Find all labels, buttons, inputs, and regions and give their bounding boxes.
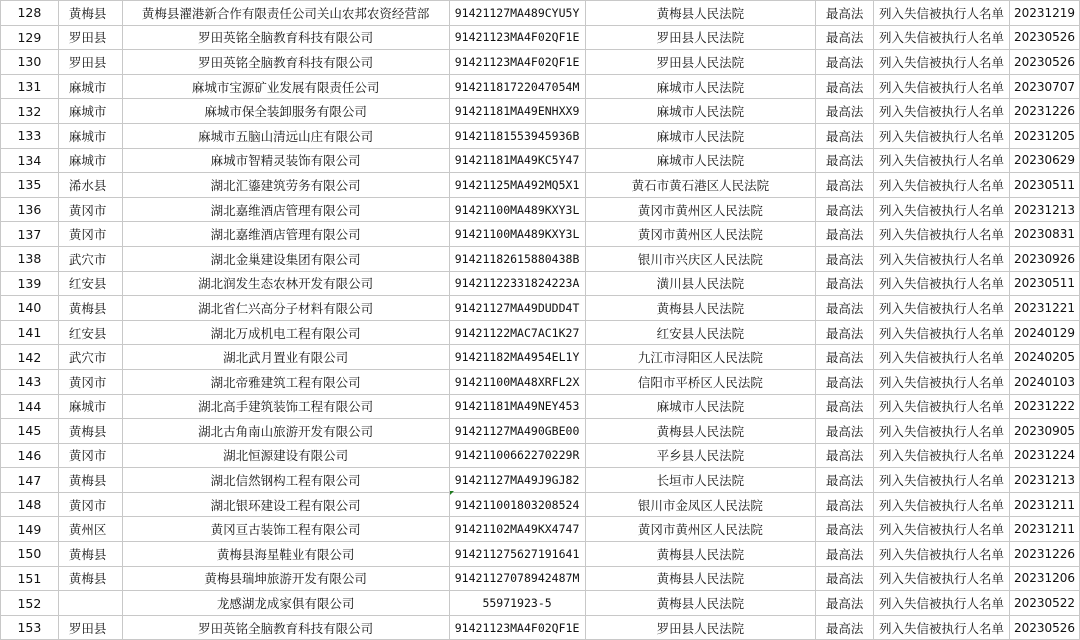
- row-number: 137: [1, 222, 59, 247]
- credit-code-cell: 91421182MA4954EL1Y: [449, 345, 585, 370]
- credit-code-cell: 91421127MA490GBE00: [449, 419, 585, 444]
- date-cell: 20231224: [1009, 443, 1079, 468]
- table-row: [1, 443, 1080, 468]
- table-row: [1, 271, 1080, 296]
- row-number: 152: [1, 591, 59, 616]
- status-cell: 列入失信被执行人名单: [874, 99, 1010, 124]
- county-cell: 罗田县: [58, 25, 122, 50]
- source-cell: 最高法: [816, 74, 874, 99]
- row-number: 149: [1, 517, 59, 542]
- source-cell: 最高法: [816, 591, 874, 616]
- company-name-cell: 黄冈亘古装饰工程有限公司: [122, 517, 449, 542]
- credit-code-cell: 91421123MA4F02QF1E: [449, 615, 585, 640]
- source-cell: 最高法: [816, 320, 874, 345]
- date-cell: 20230522: [1009, 591, 1079, 616]
- court-cell: 潢川县人民法院: [585, 271, 816, 296]
- county-cell: 黄冈市: [58, 197, 122, 222]
- row-number: 135: [1, 173, 59, 198]
- table-row: [1, 320, 1080, 345]
- court-cell: 九江市浔阳区人民法院: [585, 345, 816, 370]
- company-name-cell: 罗田英铭全脑教育科技有限公司: [122, 615, 449, 640]
- court-cell: 黄梅县人民法院: [585, 419, 816, 444]
- county-cell: 罗田县: [58, 50, 122, 75]
- court-cell: 黄梅县人民法院: [585, 542, 816, 567]
- county-cell: 武穴市: [58, 345, 122, 370]
- company-name-cell: 湖北恒源建设有限公司: [122, 443, 449, 468]
- company-name-cell: 湖北帝雅建筑工程有限公司: [122, 369, 449, 394]
- source-cell: 最高法: [816, 394, 874, 419]
- company-name-cell: 麻城市五脑山清远山庄有限公司: [122, 123, 449, 148]
- credit-code-cell: 91421100MA48XRFL2X: [449, 369, 585, 394]
- company-name-cell: 麻城市宝源矿业发展有限责任公司: [122, 74, 449, 99]
- company-name-cell: 湖北高手建筑装饰工程有限公司: [122, 394, 449, 419]
- source-cell: 最高法: [816, 222, 874, 247]
- source-cell: 最高法: [816, 123, 874, 148]
- credit-code-cell: 91421127078942487M: [449, 566, 585, 591]
- row-number: 141: [1, 320, 59, 345]
- court-cell: 黄冈市黄州区人民法院: [585, 222, 816, 247]
- table-row: [1, 394, 1080, 419]
- credit-code-cell: 91421100MA489KXY3L: [449, 197, 585, 222]
- row-number: 139: [1, 271, 59, 296]
- table-row: [1, 591, 1080, 616]
- county-cell: 浠水县: [58, 173, 122, 198]
- date-cell: 20231226: [1009, 542, 1079, 567]
- credit-code-cell: 91421122MAC7AC1K27: [449, 320, 585, 345]
- county-cell: 黄梅县: [58, 419, 122, 444]
- company-name-cell: 麻城市智精灵装饰有限公司: [122, 148, 449, 173]
- status-cell: 列入失信被执行人名单: [874, 517, 1010, 542]
- source-cell: 最高法: [816, 296, 874, 321]
- status-cell: 列入失信被执行人名单: [874, 394, 1010, 419]
- company-name-cell: 罗田英铭全脑教育科技有限公司: [122, 50, 449, 75]
- company-name-cell: 罗田英铭全脑教育科技有限公司: [122, 25, 449, 50]
- table-row: [1, 419, 1080, 444]
- status-cell: 列入失信被执行人名单: [874, 566, 1010, 591]
- court-cell: 麻城市人民法院: [585, 394, 816, 419]
- date-cell: 20231211: [1009, 492, 1079, 517]
- table-row: [1, 173, 1080, 198]
- county-cell: 黄梅县: [58, 566, 122, 591]
- source-cell: 最高法: [816, 50, 874, 75]
- credit-code-cell: 91421182615880438B: [449, 246, 585, 271]
- credit-code-cell: 91421122331824223A: [449, 271, 585, 296]
- source-cell: 最高法: [816, 566, 874, 591]
- status-cell: 列入失信被执行人名单: [874, 615, 1010, 640]
- status-cell: 列入失信被执行人名单: [874, 74, 1010, 99]
- court-cell: 黄梅县人民法院: [585, 296, 816, 321]
- cell-comment-marker: [450, 491, 454, 495]
- county-cell: 黄梅县: [58, 542, 122, 567]
- company-name-cell: 黄梅县海星鞋业有限公司: [122, 542, 449, 567]
- credit-code-cell: 91421102MA49KX4747: [449, 517, 585, 542]
- table-row: [1, 50, 1080, 75]
- table-row: [1, 566, 1080, 591]
- status-cell: 列入失信被执行人名单: [874, 320, 1010, 345]
- row-number: 138: [1, 246, 59, 271]
- court-cell: 银川市兴庆区人民法院: [585, 246, 816, 271]
- county-cell: 红安县: [58, 271, 122, 296]
- court-cell: 麻城市人民法院: [585, 99, 816, 124]
- source-cell: 最高法: [816, 173, 874, 198]
- county-cell: 黄梅县: [58, 1, 122, 26]
- credit-code-cell: 91421181722047054M: [449, 74, 585, 99]
- company-name-cell: 湖北嘉维酒店管理有限公司: [122, 222, 449, 247]
- date-cell: 20230831: [1009, 222, 1079, 247]
- source-cell: 最高法: [816, 615, 874, 640]
- date-cell: 20230707: [1009, 74, 1079, 99]
- date-cell: 20230511: [1009, 173, 1079, 198]
- status-cell: 列入失信被执行人名单: [874, 173, 1010, 198]
- company-name-cell: 湖北金巢建设集团有限公司: [122, 246, 449, 271]
- company-name-cell: 湖北信然钢构工程有限公司: [122, 468, 449, 493]
- status-cell: 列入失信被执行人名单: [874, 591, 1010, 616]
- date-cell: 20230526: [1009, 50, 1079, 75]
- company-name-cell: 麻城市保全装卸服务有限公司: [122, 99, 449, 124]
- source-cell: 最高法: [816, 345, 874, 370]
- court-cell: 麻城市人民法院: [585, 74, 816, 99]
- date-cell: 20230905: [1009, 419, 1079, 444]
- date-cell: 20231213: [1009, 197, 1079, 222]
- credit-code-cell: 914211275627191641: [449, 542, 585, 567]
- source-cell: 最高法: [816, 25, 874, 50]
- county-cell: 麻城市: [58, 99, 122, 124]
- status-cell: 列入失信被执行人名单: [874, 25, 1010, 50]
- county-cell: [58, 591, 122, 616]
- table-row: [1, 74, 1080, 99]
- county-cell: 黄冈市: [58, 492, 122, 517]
- source-cell: 最高法: [816, 443, 874, 468]
- status-cell: 列入失信被执行人名单: [874, 148, 1010, 173]
- row-number: 144: [1, 394, 59, 419]
- court-cell: 麻城市人民法院: [585, 148, 816, 173]
- source-cell: 最高法: [816, 369, 874, 394]
- row-number: 142: [1, 345, 59, 370]
- credit-code-cell: 91421181553945936B: [449, 123, 585, 148]
- county-cell: 黄冈市: [58, 443, 122, 468]
- court-cell: 罗田县人民法院: [585, 615, 816, 640]
- date-cell: 20230511: [1009, 271, 1079, 296]
- row-number: 140: [1, 296, 59, 321]
- date-cell: 20240103: [1009, 369, 1079, 394]
- date-cell: 20231219: [1009, 1, 1079, 26]
- county-cell: 黄冈市: [58, 369, 122, 394]
- court-cell: 黄石市黄石港区人民法院: [585, 173, 816, 198]
- court-cell: 黄梅县人民法院: [585, 1, 816, 26]
- credit-code-cell: 91421125MA492MQ5X1: [449, 173, 585, 198]
- table-row: [1, 99, 1080, 124]
- status-cell: 列入失信被执行人名单: [874, 123, 1010, 148]
- credit-code-cell: 91421100MA489KXY3L: [449, 222, 585, 247]
- status-cell: 列入失信被执行人名单: [874, 369, 1010, 394]
- court-cell: 平乡县人民法院: [585, 443, 816, 468]
- court-cell: 麻城市人民法院: [585, 123, 816, 148]
- company-name-cell: 湖北古角南山旅游开发有限公司: [122, 419, 449, 444]
- row-number: 134: [1, 148, 59, 173]
- date-cell: 20231226: [1009, 99, 1079, 124]
- company-name-cell: 湖北银环建设工程有限公司: [122, 492, 449, 517]
- status-cell: 列入失信被执行人名单: [874, 443, 1010, 468]
- status-cell: 列入失信被执行人名单: [874, 271, 1010, 296]
- court-cell: 罗田县人民法院: [585, 25, 816, 50]
- table-row: [1, 468, 1080, 493]
- company-name-cell: 龙感湖龙成家俱有限公司: [122, 591, 449, 616]
- source-cell: 最高法: [816, 517, 874, 542]
- county-cell: 黄冈市: [58, 222, 122, 247]
- table-row: [1, 542, 1080, 567]
- row-number: 130: [1, 50, 59, 75]
- table-row: [1, 296, 1080, 321]
- credit-code-cell: 55971923-5: [449, 591, 585, 616]
- county-cell: 黄梅县: [58, 296, 122, 321]
- source-cell: 最高法: [816, 1, 874, 26]
- table-row: [1, 615, 1080, 640]
- source-cell: 最高法: [816, 419, 874, 444]
- status-cell: 列入失信被执行人名单: [874, 246, 1010, 271]
- date-cell: 20230526: [1009, 615, 1079, 640]
- table-row: [1, 25, 1080, 50]
- source-cell: 最高法: [816, 492, 874, 517]
- status-cell: 列入失信被执行人名单: [874, 222, 1010, 247]
- record-table-body: [1, 1, 1080, 640]
- credit-code-cell: 914211001803208524: [449, 492, 585, 517]
- credit-code-cell: 91421123MA4F02QF1E: [449, 50, 585, 75]
- credit-code-cell: 91421123MA4F02QF1E: [449, 25, 585, 50]
- row-number: 133: [1, 123, 59, 148]
- table-row: [1, 123, 1080, 148]
- source-cell: 最高法: [816, 197, 874, 222]
- county-cell: 麻城市: [58, 74, 122, 99]
- date-cell: 20231213: [1009, 468, 1079, 493]
- court-cell: 红安县人民法院: [585, 320, 816, 345]
- company-name-cell: 湖北润发生态农林开发有限公司: [122, 271, 449, 296]
- row-number: 132: [1, 99, 59, 124]
- credit-code-cell: 91421181MA49ENHXX9: [449, 99, 585, 124]
- status-cell: 列入失信被执行人名单: [874, 50, 1010, 75]
- court-cell: 黄冈市黄州区人民法院: [585, 197, 816, 222]
- source-cell: 最高法: [816, 271, 874, 296]
- company-name-cell: 湖北武月置业有限公司: [122, 345, 449, 370]
- table-row: [1, 246, 1080, 271]
- court-cell: 黄冈市黄州区人民法院: [585, 517, 816, 542]
- company-name-cell: 黄梅县濯港新合作有限责任公司关山农邦农资经营部: [122, 1, 449, 26]
- company-name-cell: 湖北汇鎏建筑劳务有限公司: [122, 173, 449, 198]
- row-number: 153: [1, 615, 59, 640]
- credit-code-cell: 91421181MA49KC5Y47: [449, 148, 585, 173]
- table-row: [1, 517, 1080, 542]
- date-cell: 20230629: [1009, 148, 1079, 173]
- company-name-cell: 黄梅县瑞坤旅游开发有限公司: [122, 566, 449, 591]
- row-number: 146: [1, 443, 59, 468]
- status-cell: 列入失信被执行人名单: [874, 296, 1010, 321]
- status-cell: 列入失信被执行人名单: [874, 542, 1010, 567]
- row-number: 145: [1, 419, 59, 444]
- status-cell: 列入失信被执行人名单: [874, 345, 1010, 370]
- date-cell: 20230926: [1009, 246, 1079, 271]
- court-cell: 信阳市平桥区人民法院: [585, 369, 816, 394]
- date-cell: 20231221: [1009, 296, 1079, 321]
- source-cell: 最高法: [816, 99, 874, 124]
- county-cell: 黄梅县: [58, 468, 122, 493]
- company-name-cell: 湖北省仁兴高分子材料有限公司: [122, 296, 449, 321]
- row-number: 136: [1, 197, 59, 222]
- court-cell: 罗田县人民法院: [585, 50, 816, 75]
- source-cell: 最高法: [816, 468, 874, 493]
- table-row: [1, 345, 1080, 370]
- table-row: [1, 222, 1080, 247]
- table-row: [1, 197, 1080, 222]
- date-cell: 20231206: [1009, 566, 1079, 591]
- county-cell: 武穴市: [58, 246, 122, 271]
- county-cell: 麻城市: [58, 123, 122, 148]
- county-cell: 罗田县: [58, 615, 122, 640]
- source-cell: 最高法: [816, 542, 874, 567]
- row-number: 148: [1, 492, 59, 517]
- credit-code-cell: 91421127MA49DUDD4T: [449, 296, 585, 321]
- table-row: [1, 1, 1080, 26]
- county-cell: 麻城市: [58, 394, 122, 419]
- county-cell: 黄州区: [58, 517, 122, 542]
- date-cell: 20240129: [1009, 320, 1079, 345]
- date-cell: 20231205: [1009, 123, 1079, 148]
- court-cell: 黄梅县人民法院: [585, 591, 816, 616]
- table-row: [1, 492, 1080, 517]
- source-cell: 最高法: [816, 246, 874, 271]
- row-number: 151: [1, 566, 59, 591]
- company-name-cell: 湖北万成机电工程有限公司: [122, 320, 449, 345]
- credit-code-cell: 91421181MA49NEY453: [449, 394, 585, 419]
- status-cell: 列入失信被执行人名单: [874, 492, 1010, 517]
- row-number: 131: [1, 74, 59, 99]
- credit-code-cell: 91421127MA49J9GJ82: [449, 468, 585, 493]
- row-number: 128: [1, 1, 59, 26]
- source-cell: 最高法: [816, 148, 874, 173]
- court-cell: 长垣市人民法院: [585, 468, 816, 493]
- date-cell: 20231222: [1009, 394, 1079, 419]
- row-number: 129: [1, 25, 59, 50]
- credit-code-cell: 91421100662270229R: [449, 443, 585, 468]
- date-cell: 20230526: [1009, 25, 1079, 50]
- date-cell: 20240205: [1009, 345, 1079, 370]
- row-number: 147: [1, 468, 59, 493]
- company-name-cell: 湖北嘉维酒店管理有限公司: [122, 197, 449, 222]
- status-cell: 列入失信被执行人名单: [874, 419, 1010, 444]
- date-cell: 20231211: [1009, 517, 1079, 542]
- court-cell: 黄梅县人民法院: [585, 566, 816, 591]
- court-cell: 银川市金凤区人民法院: [585, 492, 816, 517]
- status-cell: 列入失信被执行人名单: [874, 1, 1010, 26]
- county-cell: 麻城市: [58, 148, 122, 173]
- credit-code-cell: 91421127MA489CYU5Y: [449, 1, 585, 26]
- row-number: 143: [1, 369, 59, 394]
- table-row: [1, 369, 1080, 394]
- table-row: [1, 148, 1080, 173]
- status-cell: 列入失信被执行人名单: [874, 197, 1010, 222]
- county-cell: 红安县: [58, 320, 122, 345]
- status-cell: 列入失信被执行人名单: [874, 468, 1010, 493]
- row-number: 150: [1, 542, 59, 567]
